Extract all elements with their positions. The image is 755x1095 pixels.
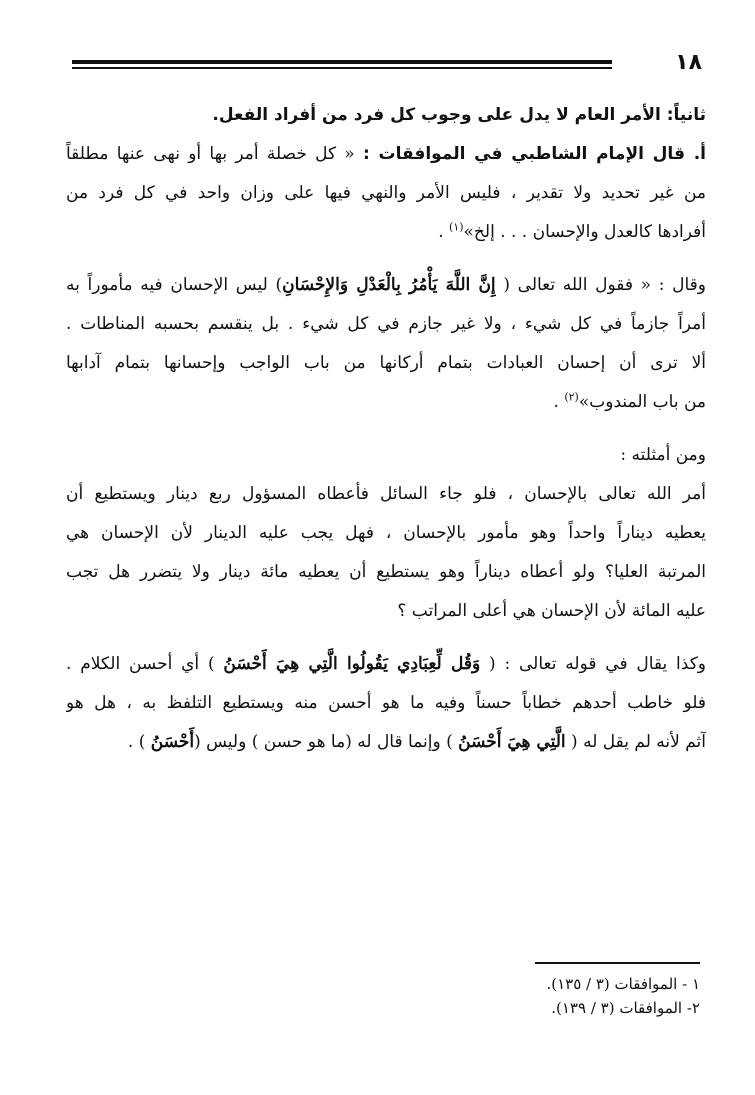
punctuation: .	[553, 392, 565, 412]
header-rule-thick	[72, 60, 612, 64]
body-span: وكذا يقال في قوله تعالى : (	[480, 654, 706, 674]
paragraph-line: المرتبة العليا؟ ولو أعطاه ديناراً وهو يستطيع أن يعطيه مائة دينار ولا يتضرر هل تجب	[66, 562, 706, 582]
quote-text: « كل خصلة أمر بها أو نهى عنها مطلقاً	[66, 144, 363, 164]
body-span: آثم لأنه لم يقل له (	[565, 732, 706, 752]
footnote-item: ١ - الموافقات (٣ / ١٣٥).	[546, 974, 700, 993]
footnote-ref: (١)	[449, 220, 464, 234]
quote-text: من باب المندوب»	[578, 392, 706, 412]
paragraph-line: ومن أمثلته :	[620, 445, 706, 465]
header-rule-thin	[72, 67, 612, 69]
paragraph-line	[66, 135, 706, 174]
quran-verse: وَقُل لِّعِبَادِي يَقُولُوا الَّتِي هِيَ أَحْسَنُ	[223, 654, 481, 674]
paragraph-line: أمر الله تعالى بالإحسان ، فلو جاء السائل فأعطاه المسؤول ربع دينار ويستطيع أن	[66, 484, 706, 504]
paragraph-line	[66, 723, 706, 762]
paragraph-line	[66, 266, 706, 305]
footnote-ref: (٢)	[564, 390, 579, 404]
quran-verse: الَّتِي هِيَ أَحْسَنُ	[458, 732, 566, 752]
paragraph-line: من غير تحديد ولا تقدير ، فليس الأمر والنهي فيها على وزان واحد في كل فرد من	[66, 183, 706, 203]
body-span: ) وإنما قال له (ما هو حسن ) وليس (	[194, 732, 459, 752]
paragraph-line	[66, 213, 706, 252]
paragraph-line: يعطيه ديناراً واحداً وهو مأمور بالإحسان ، فهل يجب عليه الدينار لأن الإحسان هي	[66, 523, 706, 543]
paragraph-line	[66, 645, 706, 684]
footnote-rule	[535, 962, 700, 964]
page-number: ١٨	[675, 50, 702, 75]
paragraph-line: عليه المائة لأن الإحسان هي أعلى المراتب ؟	[397, 601, 706, 621]
paragraph-line	[66, 383, 706, 422]
paragraph-line: فلو خاطب أحدهم خطاباً حسناً وفيه ما هو أحسن منه ويستطيع التلفظ به ، هل هو	[66, 693, 706, 713]
page-header	[72, 50, 702, 80]
paragraph-line: ألا ترى أن إحسان العبادات بتمام أركانها من باب الواجب وإحسانها بتمام آدابها	[66, 353, 706, 373]
section-heading: ثانياً: الأمر العام لا يدل على وجوب كل فرد من أفراد الفعل.	[212, 105, 706, 125]
quran-verse: أَحْسَنُ	[150, 732, 195, 752]
paragraph-line: أمراً جازماً في كل شيء ، ولا غير جازم في كل شيء . بل ينقسم بحسبه المناطات .	[66, 314, 706, 334]
body-span: ) أي أحسن الكلام .	[66, 654, 224, 674]
body-span: ) .	[127, 732, 151, 752]
body-text	[66, 96, 706, 762]
quote-text: وقال : « فقول الله تعالى (	[495, 275, 706, 295]
subheading: أ. قال الإمام الشاطبي في الموافقات :	[362, 144, 706, 164]
punctuation: .	[438, 222, 449, 242]
quote-text: أفرادها كالعدل والإحسان . . . إلخ»	[463, 222, 706, 242]
footnote-item: ٢- الموافقات (٣ / ١٣٩).	[551, 998, 700, 1017]
quote-text: ) ليس الإحسان فيه مأموراً به	[66, 275, 283, 295]
footnotes	[70, 962, 700, 1020]
quran-verse: إِنَّ اللَّهَ يَأْمُرُ بِالْعَدْلِ وَالإِحْسَانِ	[282, 275, 496, 295]
